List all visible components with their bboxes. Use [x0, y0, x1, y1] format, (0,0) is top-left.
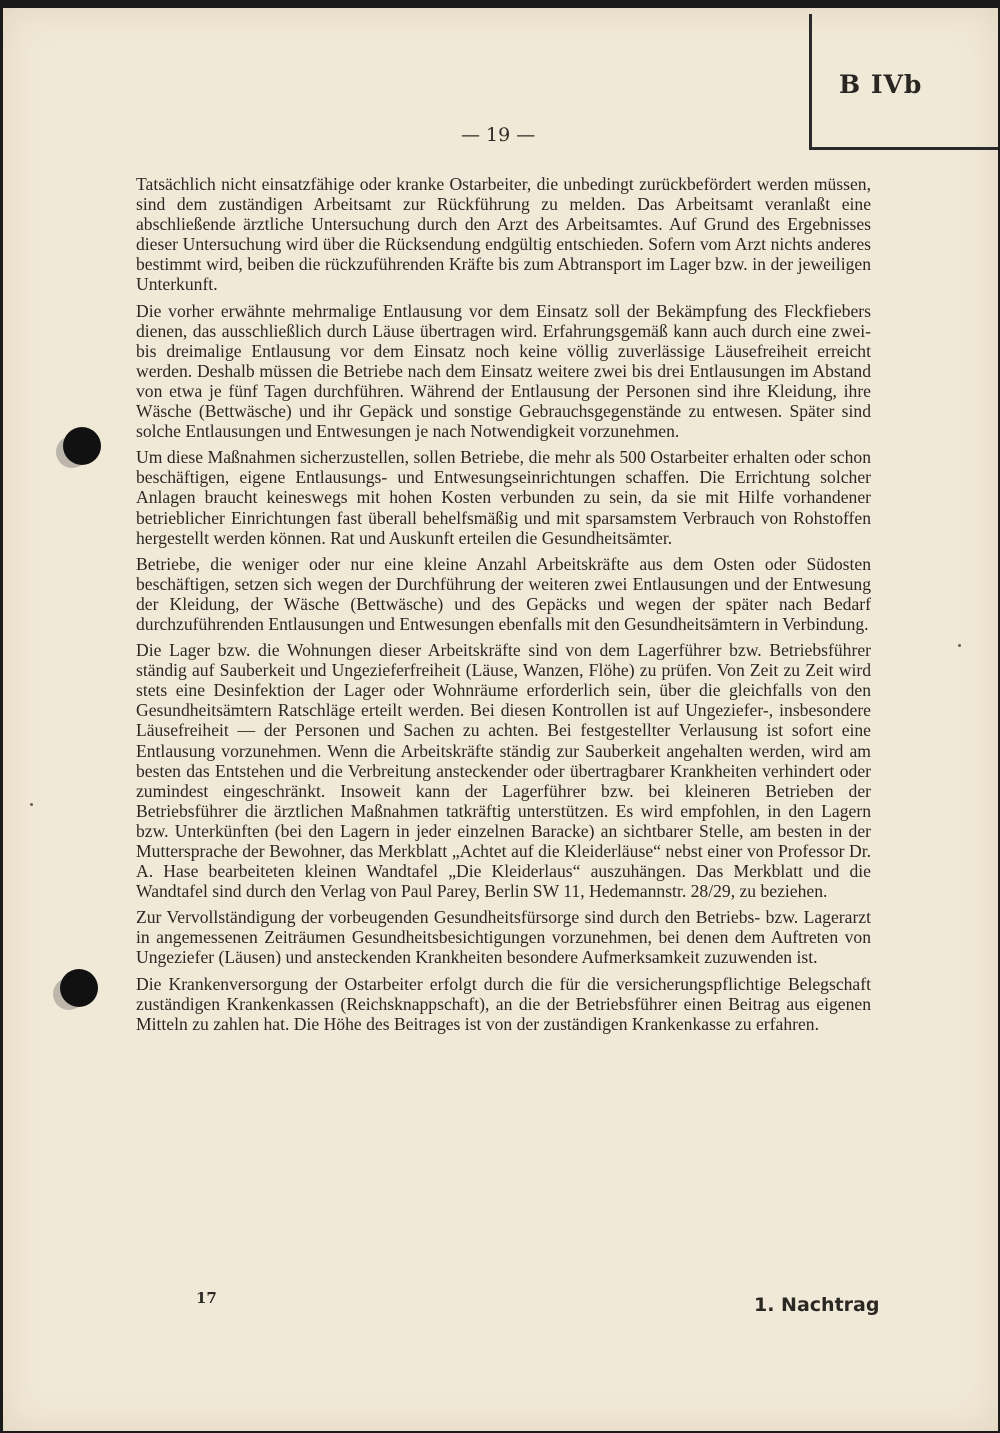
page-number: — 19 —: [461, 124, 536, 146]
body-text: [136, 174, 871, 1040]
punch-hole-top: [63, 427, 101, 465]
supplement-label: 1. Nachtrag: [754, 1294, 880, 1316]
paragraph-kleinbetriebe: Betriebe, die weniger oder nur eine kleine Anzahl Arbeitskräfte aus dem Osten oder Südosten beschäftigen, setzen sich wegen der Durchführung der weiteren zwei Entlausungen und der Entwesung der Kleidung, der Wäsche (Bettwäsche) und des Gepäcks und wegen der später nach Bedarf durchzuführenden Entlausungen und Entwesungen ebenfalls mit den Gesundheitsämtern in Verbindung.: [136, 553, 871, 634]
punch-hole-bottom: [60, 969, 98, 1007]
section-code: B IVb: [839, 70, 923, 99]
paper-speck: [30, 803, 33, 806]
paragraph-entlausung: Die vorher erwähnte mehrmalige Entlausung vor dem Einsatz soll der Bekämpfung des Fleckfiebers dienen, das ausschließlich durch Läuse übertragen wird. Erfahrungsgemäß kann auch durch eine zwei- bis dreimalige Entlausung vor dem Einsatz noch keine völlig zuverlässige Läusefreiheit erreicht werden. Deshalb müssen die Betriebe nach dem Einsatz weitere zwei bis drei Entlausungen im Abstand von etwa je fünf Tagen durchführen. Während der Entlausung der Personen sind ihre Kleidung, ihre Wäsche (Bettwäsche) und ihr Gepäck und sonstige Gebrauchsgegenstände zu entwesen. Später sind solche Entlausungen und Entwesungen je nach Notwendigkeit vorzunehmen.: [136, 300, 871, 442]
paper-speck: [958, 644, 961, 647]
paragraph-lagerkontrolle: Die Lager bzw. die Wohnungen dieser Arbeitskräfte sind von dem Lagerführer bzw. Betriebsführer ständig auf Sauberkeit und Ungezieferfreiheit (Läuse, Wanzen, Flöhe) zu prüfen. Von Zeit zu Zeit wird stets eine Desinfektion der Lager oder Wohnräume erforderlich sein, über die gleichfalls von den Gesundheitsämtern Ratschläge erteilt werden. Bei diesen Kontrollen ist auf Ungeziefer-, insbesondere Läusefreiheit — der Personen und Sachen zu achten. Bei festgestellter Verlausung ist sofort eine Entlausung vorzunehmen. Wenn die Arbeitskräfte ständig zur Sauberkeit angehalten werden, wird am besten das Entstehen und die Verbreitung ansteckender oder übertragbarer Krankheiten verhindert oder zumindest eingeschränkt. Insoweit kann der Lagerführer bzw. bei kleineren Betrieben der Betriebsführer die ärztlichen Maßnahmen tatkräftig unterstützen. Es wird empfohlen, in den Lagern bzw. Unterkünften (bei den Lagern in jeder einzelnen Baracke) an sichtbarer Stelle, am besten in der Muttersprache der Bewohner, das Merkblatt „Achtet auf die Kleiderläuse“ nebst einer von Professor Dr. A. Hase bearbeiteten kleinen Wandtafel „Die Kleiderlaus“ auszuhängen. Das Merkblatt und die Wandtafel sind durch den Verlag von Paul Parey, Berlin SW 11, Hedemannstr. 28/29, zu beziehen.: [136, 640, 871, 902]
paragraph-rueckfuehrung: Tatsächlich nicht einsatzfähige oder kranke Ostarbeiter, die unbedingt zurückbefördert werden müssen, sind dem zuständigen Arbeitsamt zur Rückführung zu melden. Das Arbeitsamt veranlaßt eine abschließende ärztliche Untersuchung durch den Arzt des Arbeitsamtes. Auf Grund des Ergebnisses dieser Untersuchung wird über die Rücksendung endgültig entschieden. Sofern vom Arzt nichts anderes bestimmt wird, beiben die rückzuführenden Kräfte bis zum Abtransport im Lager bzw. in der jeweiligen Unterkunft.: [136, 174, 871, 295]
paragraph-krankenversorgung: Die Krankenversorgung der Ostarbeiter erfolgt durch die für die versicherungspflichtige Belegschaft zuständigen Krankenkassen (Reichsknappschaft), an die der Betriebsführer einen Beitrag aus eigenen Mitteln zu zahlen hat. Die Höhe des Beitrages ist von der zuständigen Krankenkasse zu erfahren.: [136, 973, 871, 1034]
paragraph-einrichtungen: Um diese Maßnahmen sicherzustellen, sollen Betriebe, die mehr als 500 Ostarbeiter erhalten oder schon beschäftigen, eigene Entlausungs- und Entwesungseinrichtungen schaffen. Die Errichtung solcher Anlagen braucht keineswegs mit hohen Kosten verbunden zu sein, da sie mit Hilfe vorhandener betrieblicher Einrichtungen fast überall behelfsmäßig und mit sparsamstem Verbrauch von Rohstoffen hergestellt werden können. Rat und Auskunft erteilen die Gesundheitsämter.: [136, 447, 871, 548]
document-page: [3, 8, 998, 1431]
paragraph-gesundheitsfuersorge: Zur Vervollständigung der vorbeugenden Gesundheitsfürsorge sind durch den Betriebs- bzw. Lagerarzt in angemessenen Zeiträumen Gesundheitsbesichtigungen vorzunehmen, bei denen dem Auftreten von Ungeziefer (Läusen) und ansteckenden Krankheiten besondere Aufmerksamkeit zuzuwenden ist.: [136, 907, 871, 968]
sheet-number: 17: [196, 1289, 217, 1307]
